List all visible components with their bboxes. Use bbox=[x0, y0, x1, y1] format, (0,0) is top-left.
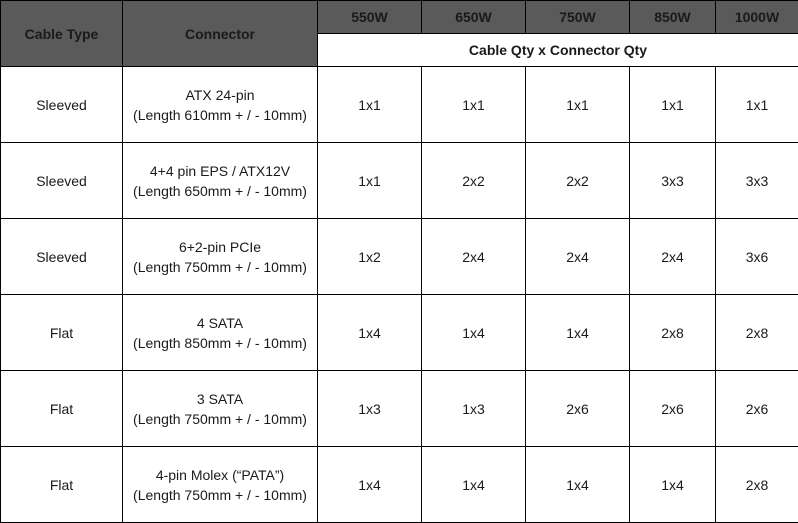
qty-cell: 1x4 bbox=[526, 295, 630, 371]
qty-cell: 1x4 bbox=[318, 447, 422, 523]
header-cable-qty-connector-qty: Cable Qty x Connector Qty bbox=[318, 34, 798, 67]
qty-cell: 2x6 bbox=[526, 371, 630, 447]
header-wattage-1000w: 1000W bbox=[716, 1, 798, 34]
connector-length: (Length 750mm + / - 10mm) bbox=[123, 409, 317, 429]
connector-name: 4-pin Molex (“PATA”) bbox=[123, 465, 317, 485]
cable-type-cell: Sleeved bbox=[1, 219, 123, 295]
cable-type-cell: Flat bbox=[1, 295, 123, 371]
qty-cell: 1x1 bbox=[716, 67, 798, 143]
qty-cell: 2x8 bbox=[630, 295, 716, 371]
connector-length: (Length 750mm + / - 10mm) bbox=[123, 257, 317, 277]
qty-cell: 2x6 bbox=[630, 371, 716, 447]
qty-cell: 2x4 bbox=[526, 219, 630, 295]
qty-cell: 1x1 bbox=[318, 67, 422, 143]
connector-cell bbox=[123, 371, 318, 447]
table-row bbox=[1, 295, 798, 371]
qty-cell: 1x4 bbox=[422, 447, 526, 523]
connector-cell bbox=[123, 295, 318, 371]
connector-cell bbox=[123, 143, 318, 219]
qty-cell: 1x4 bbox=[318, 295, 422, 371]
qty-cell: 2x2 bbox=[422, 143, 526, 219]
connector-length: (Length 610mm + / - 10mm) bbox=[123, 105, 317, 125]
qty-cell: 3x6 bbox=[716, 219, 798, 295]
table-row bbox=[1, 143, 798, 219]
qty-cell: 1x1 bbox=[318, 143, 422, 219]
connector-name: 4 SATA bbox=[123, 313, 317, 333]
qty-cell: 1x4 bbox=[526, 447, 630, 523]
connector-cell bbox=[123, 67, 318, 143]
cable-type-cell: Flat bbox=[1, 371, 123, 447]
qty-cell: 1x4 bbox=[630, 447, 716, 523]
qty-cell: 2x2 bbox=[526, 143, 630, 219]
header-row-wattage bbox=[1, 1, 798, 34]
qty-cell: 1x2 bbox=[318, 219, 422, 295]
header-wattage-750w: 750W bbox=[526, 1, 630, 34]
qty-cell: 2x8 bbox=[716, 295, 798, 371]
connector-length: (Length 650mm + / - 10mm) bbox=[123, 181, 317, 201]
table-row bbox=[1, 219, 798, 295]
table-row bbox=[1, 371, 798, 447]
qty-cell: 2x4 bbox=[422, 219, 526, 295]
qty-cell: 2x6 bbox=[716, 371, 798, 447]
header-wattage-650w: 650W bbox=[422, 1, 526, 34]
cable-type-cell: Sleeved bbox=[1, 67, 123, 143]
cable-type-cell: Flat bbox=[1, 447, 123, 523]
table-row bbox=[1, 67, 798, 143]
qty-cell: 1x1 bbox=[630, 67, 716, 143]
qty-cell: 3x3 bbox=[716, 143, 798, 219]
qty-cell: 1x3 bbox=[318, 371, 422, 447]
header-cable-type: Cable Type bbox=[1, 1, 123, 67]
table-row bbox=[1, 447, 798, 523]
qty-cell: 1x4 bbox=[422, 295, 526, 371]
connector-name: 3 SATA bbox=[123, 389, 317, 409]
header-wattage-550w: 550W bbox=[318, 1, 422, 34]
connector-length: (Length 750mm + / - 10mm) bbox=[123, 485, 317, 505]
header-wattage-850w: 850W bbox=[630, 1, 716, 34]
connector-name: 6+2-pin PCIe bbox=[123, 237, 317, 257]
qty-cell: 1x3 bbox=[422, 371, 526, 447]
qty-cell: 3x3 bbox=[630, 143, 716, 219]
connector-cell bbox=[123, 447, 318, 523]
qty-cell: 2x8 bbox=[716, 447, 798, 523]
qty-cell: 1x1 bbox=[526, 67, 630, 143]
qty-cell: 1x1 bbox=[422, 67, 526, 143]
connector-cell bbox=[123, 219, 318, 295]
connector-name: 4+4 pin EPS / ATX12V bbox=[123, 161, 317, 181]
qty-cell: 2x4 bbox=[630, 219, 716, 295]
header-connector: Connector bbox=[123, 1, 318, 67]
connector-name: ATX 24-pin bbox=[123, 85, 317, 105]
cable-type-cell: Sleeved bbox=[1, 143, 123, 219]
connector-length: (Length 850mm + / - 10mm) bbox=[123, 333, 317, 353]
